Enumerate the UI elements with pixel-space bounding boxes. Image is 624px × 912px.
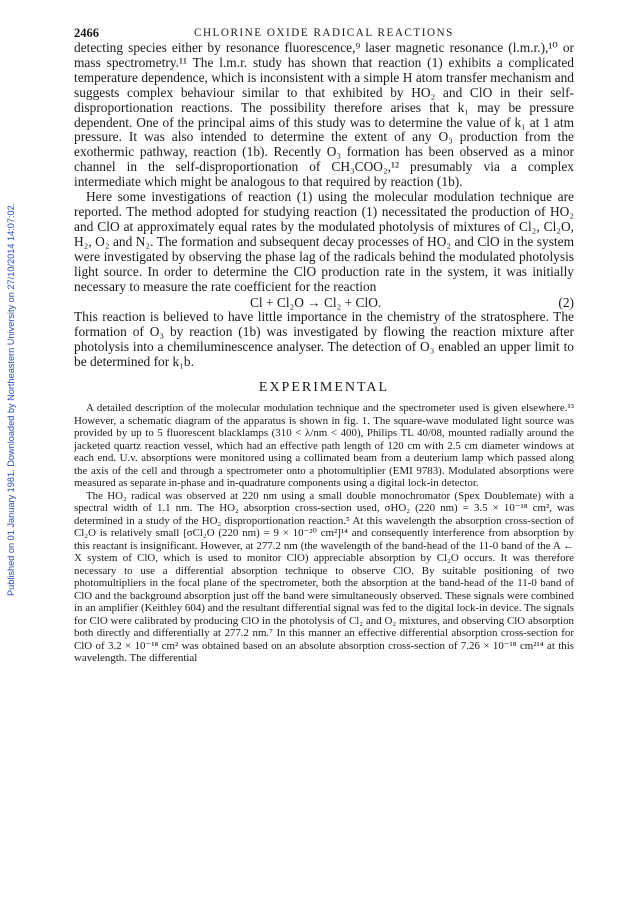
running-head: CHLORINE OXIDE RADICAL REACTIONS	[194, 27, 454, 39]
experimental-paragraph-2: The HO₂ radical was observed at 220 nm using a small double monochromator (Spex Doublemate) with a spectral width of 1.1 nm. The HO₂ absorption cross-section used, σHO₂ (220 nm) = 3.5 × 10⁻¹⁸ cm², was determined in a study of the HO₂ disproportionation reaction.⁵ At this wavelength the absorption cross-section of Cl₂O is relatively small [σCl₂O (220 nm) = 9 × 10⁻²⁰ cm²]¹⁴ and consequently interference from absorption by this reactant is insignificant. However, at 277.2 nm (the wavelength of the band-head of the 11-0 band of the A ← X system of ClO, which is used to monitor ClO) appreciable absorption by Cl₂O occurs. It was therefore necessary to use a differential absorption technique to observe ClO. By suitable positioning of two photomultipliers in the focal plane of the spectrometer, both the absorption at the band-head of the 11-0 band of ClO and the background absorption just off the band were simultaneously observed. These signals were combined in an amplifier (Keithley 604) and the resultant differential signal was fed to the digital lock-in device. The signals for ClO were calibrated by producing ClO in the photolysis of Cl₂ and O₂ mixtures, and observing ClO absorption both directly and differentially at 277.2 nm.⁷ In this manner an effective differential absorption cross-section for ClO of 3.2 × 10⁻¹⁸ cm² was obtained based on an absolute absorption cross-section of 7.26 × 10⁻¹⁸ cm²¹⁴ at this wavelength. The differential	[74, 489, 574, 665]
experimental-paragraph-1: A detailed description of the molecular modulation technique and the spectrometer used is given elsewhere.¹³ However, a schematic diagram of the apparatus is shown in fig. 1. The square-wave modulated light source was provided by up to 5 fluorescent blacklamps (310 < λ/nm < 400), Philips TL 40/08, mounted radially around the jacketed quartz reaction vessel, which had an effective path length of 120 cm with 2.5 cm diameter windows at each end. U.v. absorptions were monitored using a collimated beam from a deuterium lamp which passed along the axis of the cell and through a spectrometer onto a photomultiplier (EMI 9783). Modulated absorptions were measured as separate in-phase and in-quadrature components using a digital lock-in detector.	[74, 402, 574, 490]
equation-2	[74, 295, 574, 310]
intro-paragraph-3: This reaction is believed to have little importance in the chemistry of the stratosphere. The formation of O₃ by reaction (1b) was investigated by flowing the reaction mixture after photolysis into a chemiluminescence analyser. The detection of O₃ enabled an upper limit to be determined for k₁b.	[74, 309, 574, 370]
intro-paragraph-1: detecting species either by resonance fluorescence,⁹ laser magnetic resonance (l.m.r.),¹⁰ or mass spectrometry.¹¹ The l.m.r. study has shown that reaction (1) exhibits a complicated temperature dependence, which is inconsistent with a simple H atom transfer mechanism and suggests complex behaviour similar to that exhibited by HO₂ and ClO in their self-disproportionation reactions. The possibility therefore arises that k₁ may be pressure dependent. One of the principal aims of this study was to determine the value of k₁ at 1 atm pressure. It was also intended to determine the extent of any O₃ production from the exothermic pathway, reaction (1b). Recently O₃ formation has been observed as a minor channel in the self-disproportionation of CH₃COO₂,¹² presumably via a complex intermediate which might be analogous to that required by reaction (1b).	[74, 40, 574, 190]
download-watermark	[6, 0, 20, 912]
equation-number: (2)	[558, 295, 574, 311]
download-notice-text[interactable]: Published on 01 January 1981. Downloaded by Northeastern University on 27/10/2014 14:07:02.	[6, 202, 16, 596]
intro-paragraph-2: Here some investigations of reaction (1) using the molecular modulation technique are reported. The method adopted for studying reaction (1) necessitated the production of HO₂ and ClO at approximately equal rates by the modulated photolysis of mixtures of Cl₂, Cl₂O, H₂, O₂ and N₂. The formation and subsequent decay processes of HO₂ and ClO in the system were investigated by observing the phase lag of the radicals behind the modulated photolysis light source. In order to determine the ClO production rate in the system, it was initially necessary to measure the rate coefficient for the reaction	[74, 189, 574, 294]
equation-text: Cl + Cl₂O → Cl₂ + ClO.	[250, 295, 382, 311]
page-number: 2466	[74, 26, 99, 40]
article-body	[74, 41, 574, 665]
section-heading-experimental: EXPERIMENTAL	[258, 380, 390, 396]
